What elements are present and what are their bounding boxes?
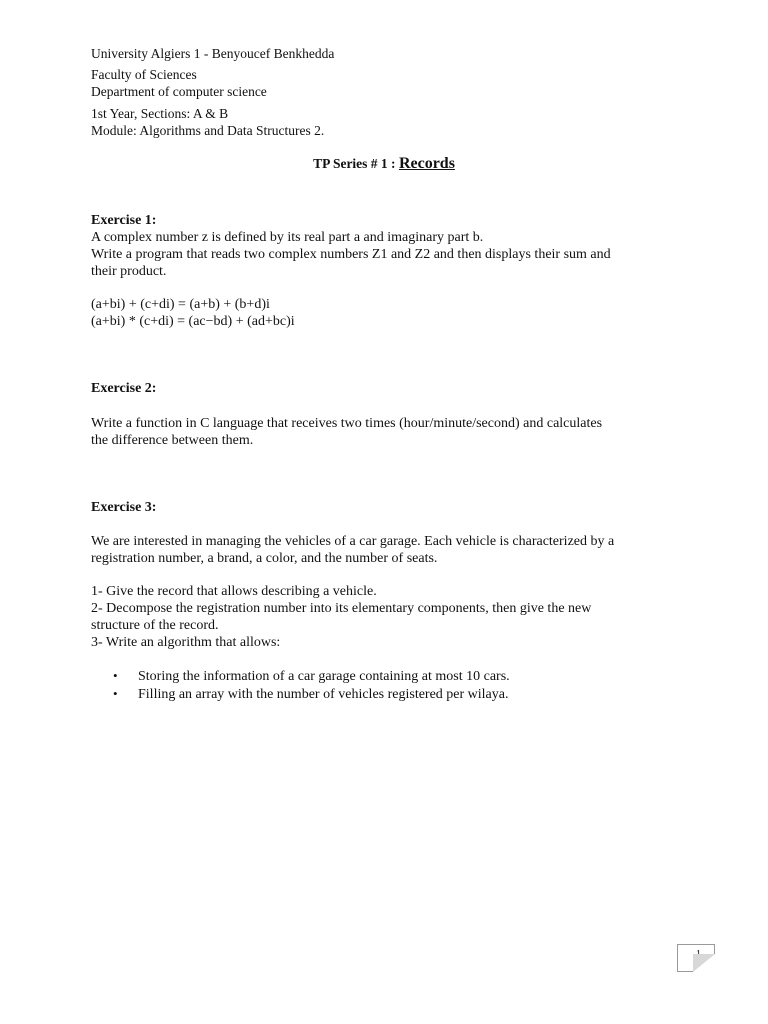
exercise-3-item: structure of the record. <box>91 618 219 633</box>
year-sections: 1st Year, Sections: A & B <box>91 106 229 121</box>
faculty-name: Faculty of Sciences <box>91 67 197 82</box>
exercise-2-heading: Exercise 2: <box>91 381 157 396</box>
page-number-box <box>677 944 715 972</box>
exercise-3-intro-line: We are interested in managing the vehicles of a car garage. Each vehicle is characterized by a <box>91 534 615 549</box>
exercise-1-line: A complex number z is defined by its real part a and imaginary part b. <box>91 230 484 245</box>
exercise-1-line: their product. <box>91 264 167 279</box>
page-number: 1 <box>696 949 701 960</box>
document-title <box>0 155 768 173</box>
page-curl-icon <box>693 954 715 972</box>
department-name: Department of computer science <box>91 84 267 99</box>
exercise-3-heading: Exercise 3: <box>91 500 157 515</box>
exercise-1-heading: Exercise 1: <box>91 213 157 228</box>
exercise-3-item: 3- Write an algorithm that allows: <box>91 635 281 650</box>
bullet-icon: • <box>113 668 118 683</box>
title-main: Records <box>398 155 455 172</box>
exercise-2-line: the difference between them. <box>91 433 254 448</box>
university-name: University Algiers 1 - Benyoucef Benkhedda <box>91 46 335 61</box>
exercise-3-bullet-item <box>113 667 510 685</box>
exercise-3-bullet-item <box>113 685 509 703</box>
module-name: Module: Algorithms and Data Structures 2. <box>91 123 325 138</box>
exercise-1-line: Write a program that reads two complex numbers Z1 and Z2 and then displays their sum and <box>91 247 611 262</box>
exercise-1-formula-sum: (a+bi) + (c+di) = (a+b) + (b+d)i <box>91 297 270 312</box>
bullet-text: Storing the information of a car garage containing at most 10 cars. <box>138 669 510 684</box>
bullet-text: Filling an array with the number of vehicles registered per wilaya. <box>138 687 509 702</box>
exercise-3-item: 1- Give the record that allows describing a vehicle. <box>91 584 377 599</box>
exercise-3-intro-line: registration number, a brand, a color, and the number of seats. <box>91 551 438 566</box>
title-prefix: TP Series # 1 : <box>313 156 399 171</box>
exercise-2-line: Write a function in C language that receives two times (hour/minute/second) and calculates <box>91 416 603 431</box>
exercise-1-formula-product: (a+bi) * (c+di) = (ac−bd) + (ad+bc)i <box>91 314 295 329</box>
exercise-3-item: 2- Decompose the registration number into its elementary components, then give the new <box>91 601 592 616</box>
bullet-icon: • <box>113 686 118 701</box>
